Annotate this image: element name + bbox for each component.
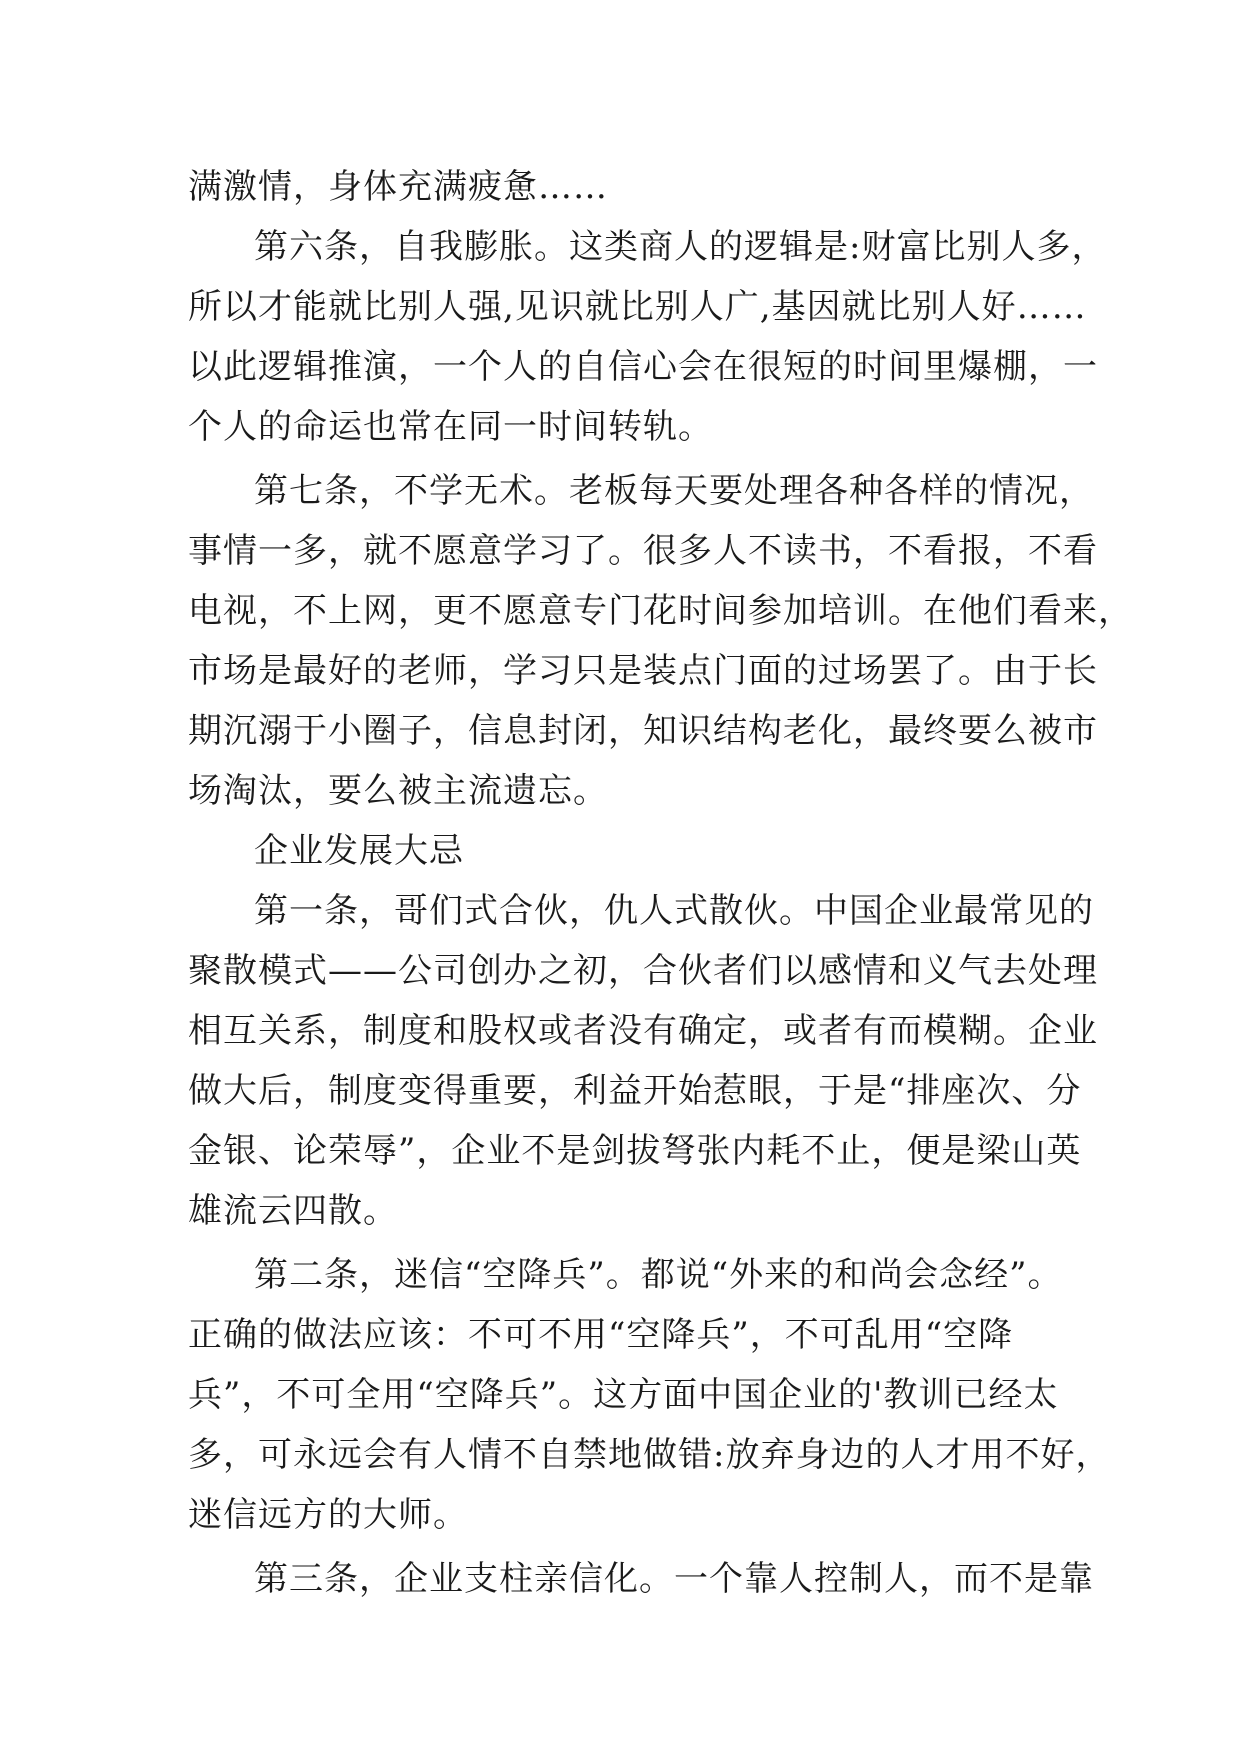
text-line-3: 所以才能就比别人强,见识就比别人广,基因就比别人好…… — [188, 287, 1087, 327]
text-line-5: 个人的命运也常在同一时间转轨。 — [188, 407, 713, 447]
text-line-4: 以此逻辑推演，一个人的自信心会在很短的时间里爆棚，一 — [188, 347, 1098, 387]
text-line-9: 市场是最好的老师，学习只是装点门面的过场罢了。由于长 — [188, 651, 1098, 691]
text-line-8: 电视，不上网，更不愿意专门花时间参加培训。在他们看来， — [188, 591, 1133, 631]
paragraph-article-2: 第二条，迷信“空降兵”。都说“外来的和尚会念经”。 — [254, 1255, 1063, 1295]
text-line-17: 金银、论荣辱”，企业不是剑拔弩张内耗不止，便是梁山英 — [188, 1131, 1082, 1171]
section-heading: 企业发展大忌 — [254, 831, 464, 871]
text-line-10: 期沉溺于小圈子，信息封闭，知识结构老化，最终要么被市 — [188, 711, 1098, 751]
text-line-23: 迷信远方的大师。 — [188, 1495, 468, 1535]
paragraph-article-6: 第六条，自我膨胀。这类商人的逻辑是:财富比别人多， — [254, 227, 1107, 267]
text-line-7: 事情一多，就不愿意学习了。很多人不读书，不看报，不看 — [188, 531, 1098, 571]
text-line-21: 兵”，不可全用“空降兵”。这方面中国企业的'教训已经太 — [188, 1375, 1059, 1415]
text-line-1: 满激情，身体充满疲惫…… — [188, 167, 608, 207]
paragraph-article-1: 第一条，哥们式合伙，仇人式散伙。中国企业最常见的 — [254, 891, 1094, 931]
paragraph-article-3: 第三条，企业支柱亲信化。一个靠人控制人，而不是靠 — [254, 1559, 1094, 1599]
text-line-14: 聚散模式——公司创办之初，合伙者们以感情和义气去处理 — [188, 951, 1098, 991]
text-line-22: 多，可永远会有人情不自禁地做错:放弃身边的人才用不好， — [188, 1435, 1111, 1475]
text-line-15: 相互关系，制度和股权或者没有确定，或者有而模糊。企业 — [188, 1011, 1098, 1051]
paragraph-article-7: 第七条，不学无术。老板每天要处理各种各样的情况， — [254, 471, 1094, 511]
text-line-16: 做大后，制度变得重要，利益开始惹眼，于是“排座次、分 — [188, 1071, 1082, 1111]
text-line-18: 雄流云四散。 — [188, 1191, 398, 1231]
text-line-11: 场淘汰，要么被主流遗忘。 — [188, 771, 608, 811]
text-line-20: 正确的做法应该：不可不用“空降兵”，不可乱用“空降 — [188, 1315, 1014, 1355]
